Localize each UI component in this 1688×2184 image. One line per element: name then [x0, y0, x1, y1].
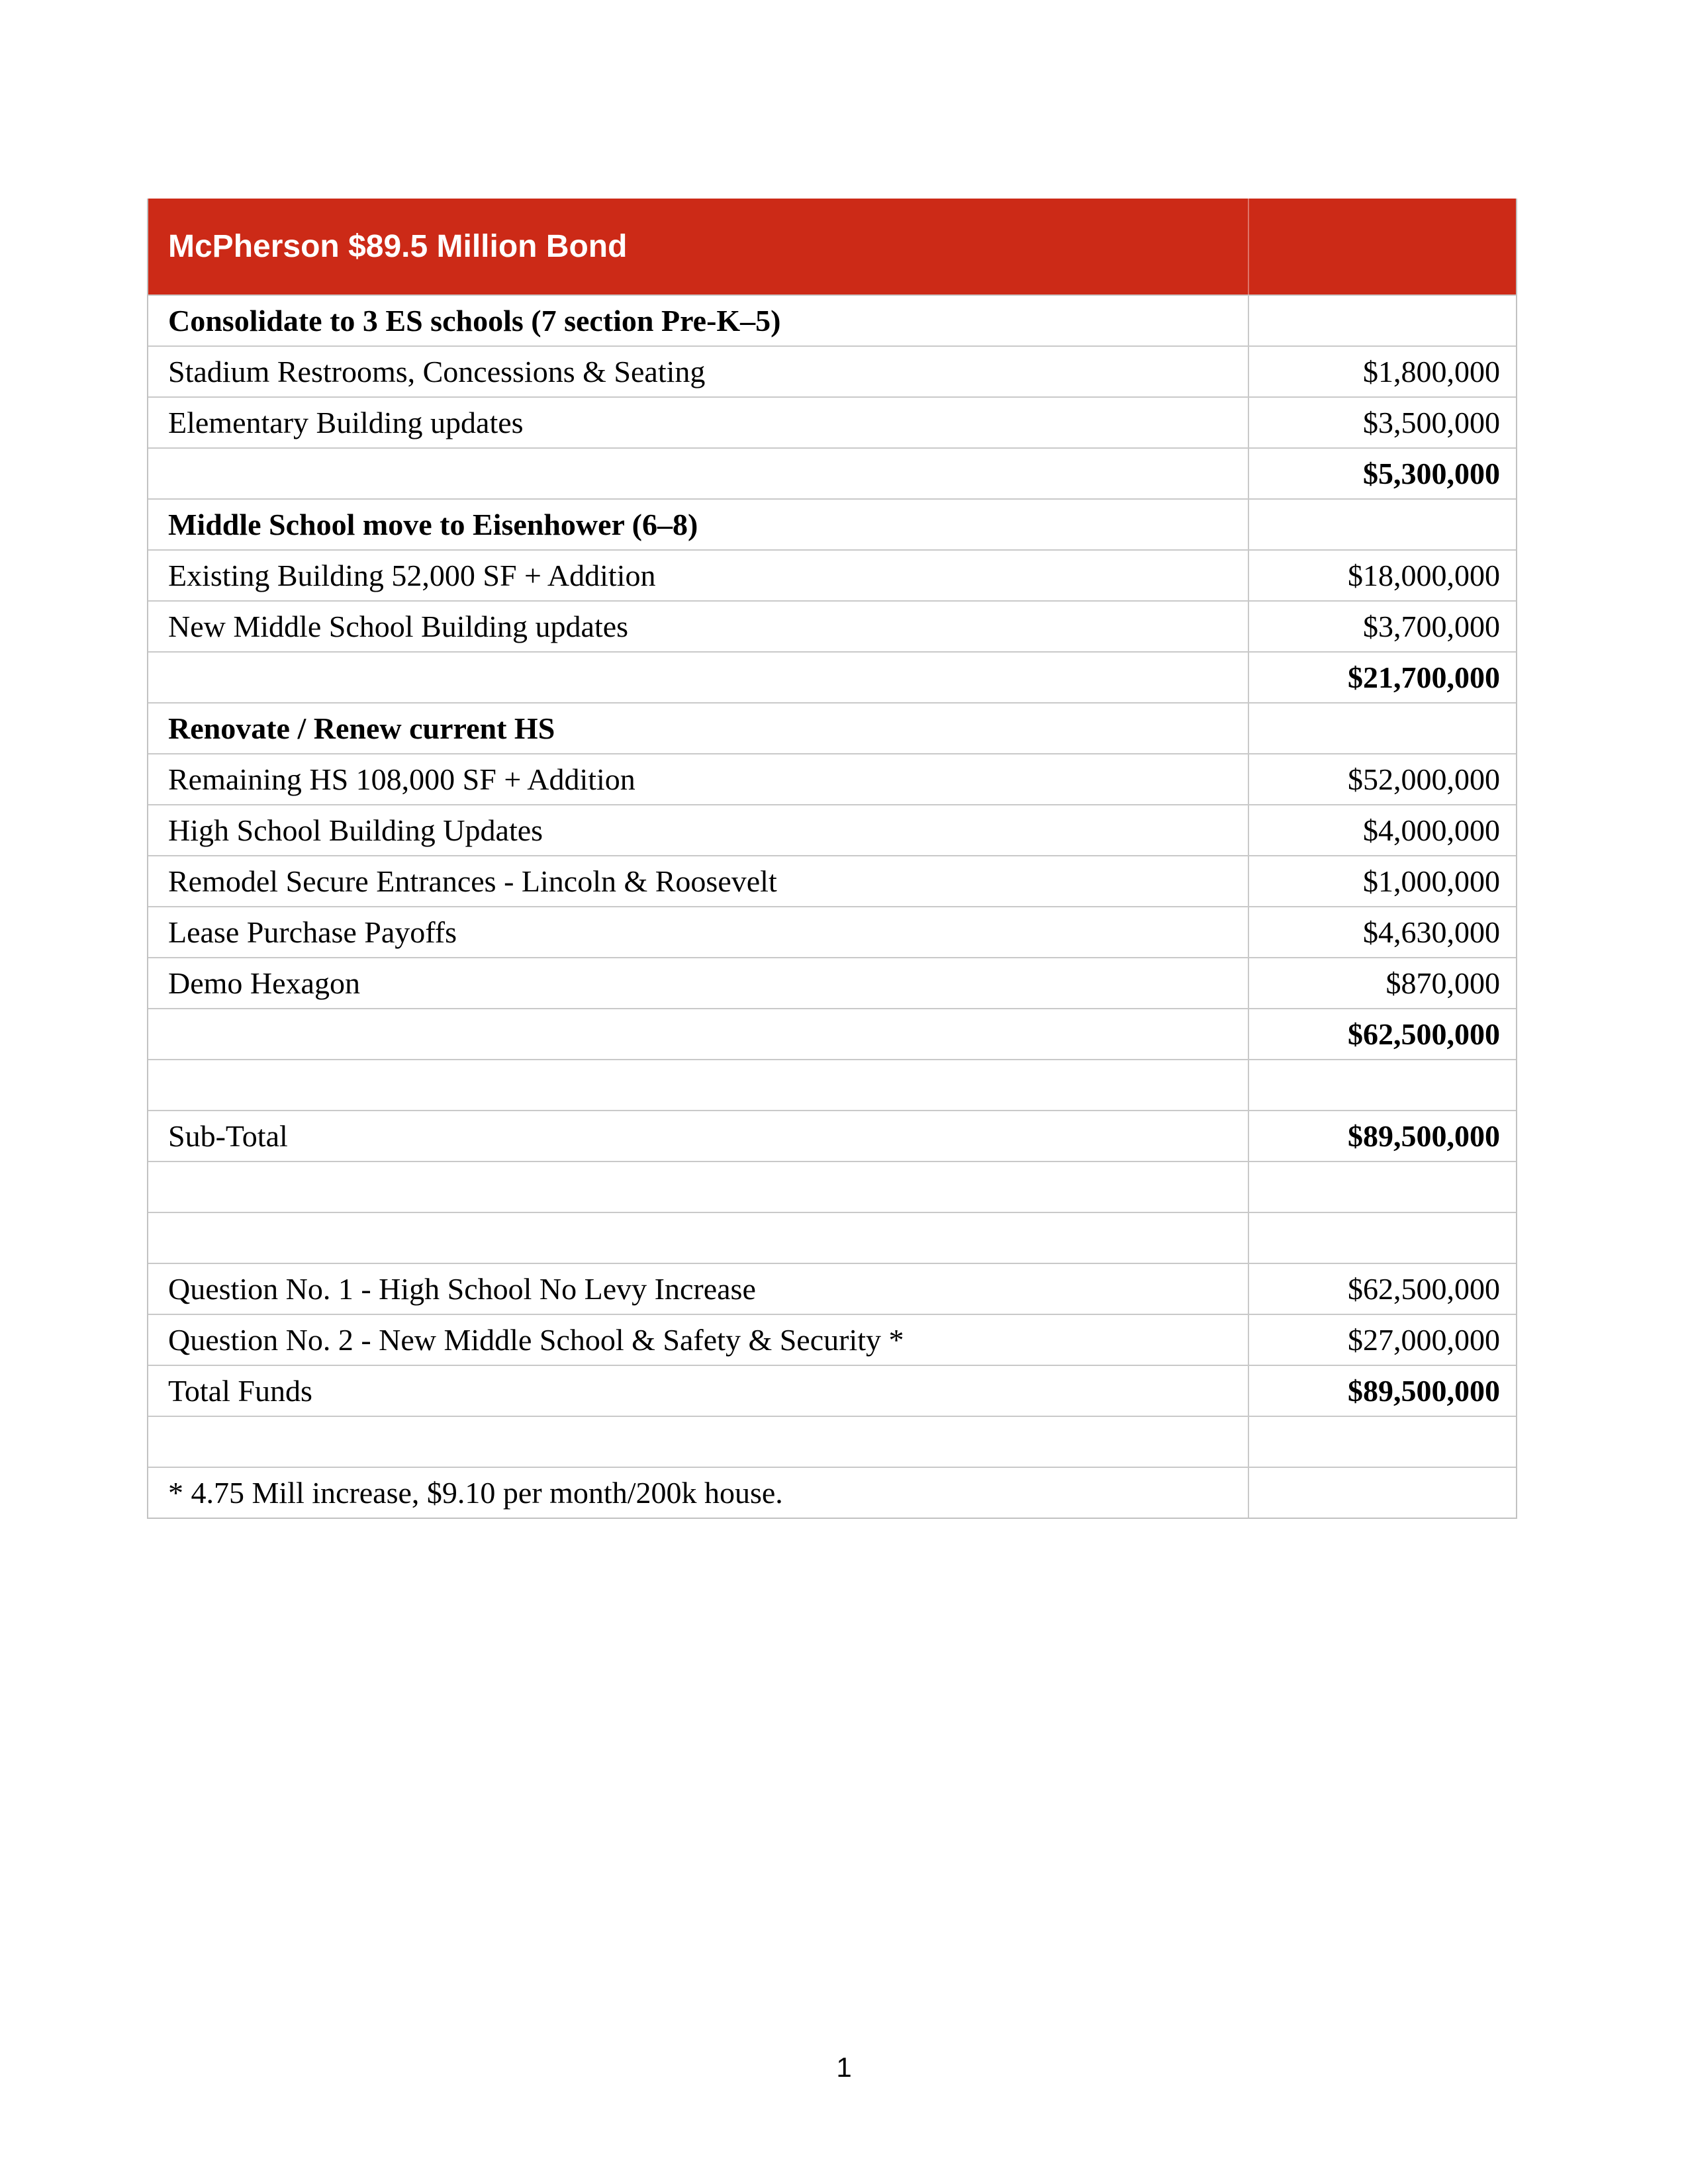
table-row [148, 957, 1516, 1008]
table-row [148, 1161, 1516, 1212]
table-row [148, 651, 1516, 702]
row-label: Remodel Secure Entrances - Lincoln & Roosevelt [168, 864, 777, 898]
table-row [148, 1365, 1516, 1416]
row-value: $3,700,000 [1248, 602, 1516, 651]
row-label: New Middle School Building updates [168, 609, 629, 643]
table-row [148, 600, 1516, 651]
table-row [148, 549, 1516, 600]
row-label: Demo Hexagon [168, 966, 360, 1000]
table-row [148, 1008, 1516, 1059]
row-value: $18,000,000 [1248, 551, 1516, 600]
row-value: $21,700,000 [1248, 653, 1516, 702]
row-value [1248, 1060, 1516, 1110]
row-value [1248, 1213, 1516, 1263]
row-value [1248, 704, 1516, 753]
row-label: Question No. 2 - New Middle School & Safety & Security * [168, 1322, 904, 1357]
row-label: Elementary Building updates [168, 405, 524, 439]
table-row [148, 702, 1516, 753]
table-row [148, 1059, 1516, 1110]
row-value: $1,800,000 [1248, 347, 1516, 396]
row-value: $4,630,000 [1248, 907, 1516, 957]
table-row [148, 498, 1516, 549]
row-value [1248, 296, 1516, 345]
row-label: Lease Purchase Payoffs [168, 915, 457, 949]
row-value [1248, 1468, 1516, 1518]
table-row [148, 1263, 1516, 1314]
table-row [148, 1110, 1516, 1161]
row-label: Existing Building 52,000 SF + Addition [168, 558, 656, 592]
row-label: Consolidate to 3 ES schools (7 section Pre-K–5) [168, 303, 781, 338]
row-label [148, 1417, 1248, 1467]
row-value [1248, 1417, 1516, 1467]
row-label: Question No. 1 - High School No Levy Increase [168, 1271, 756, 1306]
table-row [148, 1416, 1516, 1467]
table-row [148, 855, 1516, 906]
row-value: $5,300,000 [1248, 449, 1516, 498]
row-value: $27,000,000 [1248, 1315, 1516, 1365]
row-label [148, 1060, 1248, 1110]
table-row [148, 804, 1516, 855]
row-label [148, 653, 1248, 702]
row-label: High School Building Updates [168, 813, 543, 847]
row-label: Middle School move to Eisenhower (6–8) [168, 507, 698, 541]
row-label: * 4.75 Mill increase, $9.10 per month/200k house. [168, 1475, 783, 1510]
row-label: Total Funds [168, 1373, 312, 1408]
row-value: $3,500,000 [1248, 398, 1516, 447]
table-row [148, 295, 1516, 345]
table-row [148, 906, 1516, 957]
table-row [148, 753, 1516, 804]
row-value: $1,000,000 [1248, 856, 1516, 906]
row-label [148, 1009, 1248, 1059]
row-value: $870,000 [1248, 958, 1516, 1008]
row-value [1248, 1162, 1516, 1212]
table-row [148, 396, 1516, 447]
bond-table [147, 199, 1517, 1519]
row-value: $62,500,000 [1248, 1264, 1516, 1314]
table-title: McPherson $89.5 Million Bond [168, 229, 628, 264]
row-value [1248, 500, 1516, 549]
row-value: $52,000,000 [1248, 754, 1516, 804]
table-row [148, 345, 1516, 396]
row-label: Sub-Total [168, 1118, 288, 1153]
table-header [148, 199, 1516, 295]
row-label [148, 1162, 1248, 1212]
row-label [148, 1213, 1248, 1263]
row-value: $89,500,000 [1248, 1366, 1516, 1416]
row-value: $4,000,000 [1248, 805, 1516, 855]
row-label: Renovate / Renew current HS [168, 711, 555, 745]
table-row [148, 1467, 1516, 1518]
table-row [148, 1212, 1516, 1263]
row-label: Remaining HS 108,000 SF + Addition [168, 762, 635, 796]
row-label: Stadium Restrooms, Concessions & Seating [168, 354, 706, 388]
table-header-value-cell [1248, 199, 1516, 295]
table-row [148, 447, 1516, 498]
row-value: $62,500,000 [1248, 1009, 1516, 1059]
row-label [148, 449, 1248, 498]
table-row [148, 1314, 1516, 1365]
page-number: 1 [836, 2052, 852, 2083]
row-value: $89,500,000 [1248, 1111, 1516, 1161]
